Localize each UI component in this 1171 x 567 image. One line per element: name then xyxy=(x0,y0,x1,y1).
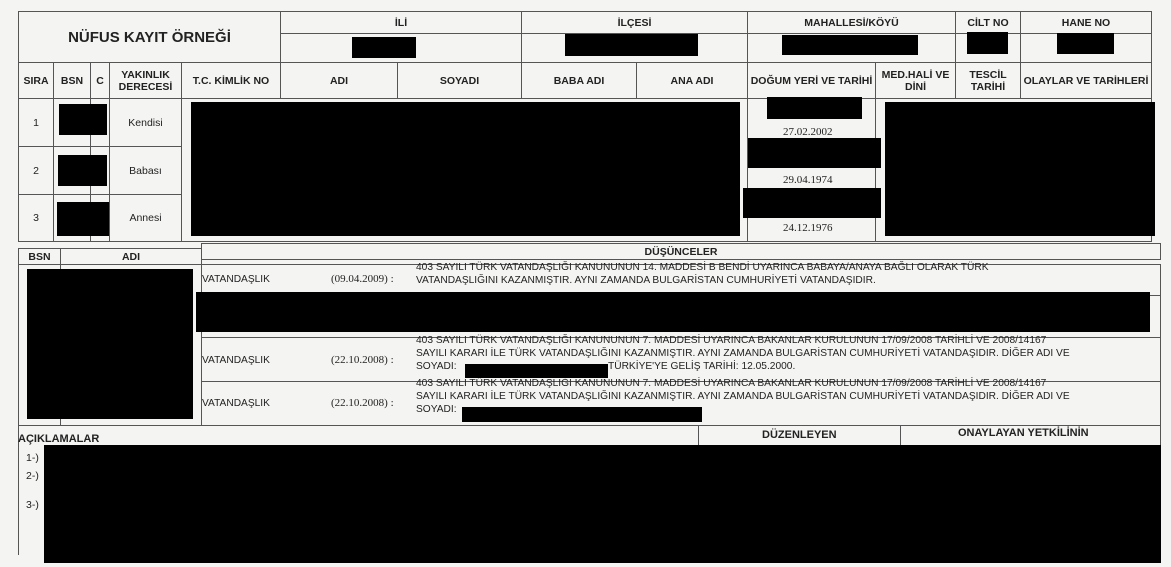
redaction-right-block xyxy=(885,102,1155,236)
col-soyadi xyxy=(397,62,522,99)
note-2-line-2: SAYILI KARARI İLE TÜRK VATANDAŞLIĞINI KAZANMIŞTIR. AYNI ZAMANDA BULGARİSTAN CUMHURİYETİ VATANDAŞIDIR. DİĞER ADI VE xyxy=(416,348,1070,359)
note-3-type: VATANDAŞLIK xyxy=(202,398,270,409)
header-il-label: İLİ xyxy=(394,16,408,29)
col-ana xyxy=(636,62,748,99)
header-hane-label: HANE NO xyxy=(1061,16,1111,29)
col-yakinlik xyxy=(109,62,182,99)
header-cilt xyxy=(955,11,1021,34)
redaction-birthplace-2 xyxy=(748,138,881,168)
header-mahalle-label: MAHALLESİ/KÖYÜ xyxy=(804,16,899,29)
col-sira xyxy=(18,62,54,99)
note-2-type: VATANDAŞLIK xyxy=(202,355,270,366)
note-1-line-2: VATANDAŞLIĞINI KAZANMIŞTIR. AYNI ZAMANDA BULGARİSTAN CUMHURİYETİ VATANDAŞIDIR. xyxy=(416,275,876,286)
row-3-sira xyxy=(18,194,54,242)
col-olaylar-label: OLAYLAR VE TARİHLERİ xyxy=(1023,74,1149,87)
notes-col-bsn-label: BSN xyxy=(28,250,51,263)
row-2-sira-text: 2 xyxy=(33,164,39,177)
row-1-yakinlik xyxy=(109,98,182,147)
note-1-line-1: 403 SAYILI TÜRK VATANDAŞLIĞI KANUNUNUN 14. MADDESİ B BENDİ UYARINCA BABAYA/ANAYA BAĞLI OLARAK TÜRK xyxy=(416,262,989,273)
header-hane xyxy=(1020,11,1152,34)
row-3-birth-date: 24.12.1976 xyxy=(783,222,833,234)
note-2-line-3b: TÜRKİYE'YE GELİŞ TARİHİ: 12.05.2000. xyxy=(608,361,796,372)
col-yakinlik-label: YAKINLIK DERECESİ xyxy=(118,68,173,93)
row-2-sira xyxy=(18,146,54,195)
redaction-persons xyxy=(191,102,740,236)
col-ana-label: ANA ADI xyxy=(670,74,714,87)
note-2-date: (22.10.2008) : xyxy=(331,354,394,366)
col-dogum-label: DOĞUM YERİ VE TARİHİ xyxy=(750,74,873,87)
col-tescil xyxy=(955,62,1021,99)
col-dogum xyxy=(747,62,876,99)
col-adi xyxy=(280,62,398,99)
col-olaylar xyxy=(1020,62,1152,99)
document-title xyxy=(18,11,281,63)
col-baba xyxy=(521,62,637,99)
redaction-ilce xyxy=(565,34,698,56)
footer-item-1: 1-) xyxy=(26,452,39,464)
footer-divider-2 xyxy=(900,425,901,445)
redaction-hane xyxy=(1057,33,1114,54)
redaction-birthplace-3 xyxy=(743,188,881,218)
redaction-bsn-3 xyxy=(57,202,109,236)
header-mahalle xyxy=(747,11,956,34)
redaction-mahalle xyxy=(782,35,918,55)
col-medhali xyxy=(875,62,956,99)
aciklamalar-label: AÇIKLAMALAR xyxy=(18,433,100,445)
row-1-birth-date: 27.02.2002 xyxy=(783,126,833,138)
col-baba-label: BABA ADI xyxy=(553,74,605,87)
redaction-birthplace-1 xyxy=(767,97,862,119)
col-tc xyxy=(181,62,281,99)
col-tc-label: T.C. KİMLİK NO xyxy=(192,74,270,87)
row-3-sira-text: 3 xyxy=(33,212,39,224)
note-3-line-1: 403 SAYILI TÜRK VATANDAŞLIĞI KANUNUNUN 7. MADDESİ UYARINCA BAKANLAR KURULUNUN 17/09/2008 TARİHLİ VE 2008/14167 xyxy=(416,378,1047,389)
note-3-line-3: SOYADI: xyxy=(416,404,457,415)
col-adi-label: ADI xyxy=(329,74,349,87)
note-3-date: (22.10.2008) : xyxy=(331,397,394,409)
header-ilce-label: İLÇESİ xyxy=(617,16,652,29)
title-text: NÜFUS KAYIT ÖRNEĞİ xyxy=(68,28,231,46)
note-2-line-3: SOYADI: xyxy=(416,361,457,372)
col-tescil-label: TESCİL TARİHİ xyxy=(969,68,1007,93)
row-1-sira xyxy=(18,98,54,147)
redaction-bsn-2 xyxy=(58,155,107,186)
redaction-bsn-1 xyxy=(59,104,107,135)
redaction-note-2-name xyxy=(465,364,608,378)
col-medhali-label: MED.HALİ VE DİNİ xyxy=(881,68,950,93)
footer-item-3: 3-) xyxy=(26,499,39,511)
notes-col-adi-label: ADI xyxy=(121,250,141,263)
notes-col-bsn xyxy=(18,248,61,265)
redaction-cilt xyxy=(967,32,1008,54)
col-c-label: C xyxy=(96,74,104,87)
footer-item-2: 2-) xyxy=(26,470,39,482)
note-2-line-1: 403 SAYILI TÜRK VATANDAŞLIĞI KANUNUNUN 7. MADDESİ UYARINCA BAKANLAR KURULUNUN 17/09/2008 TARİHLİ VE 2008/14167 xyxy=(416,335,1047,346)
note-1-type: VATANDAŞLIK xyxy=(202,274,270,285)
redaction-note-3-name xyxy=(462,407,702,422)
header-ilce xyxy=(521,11,748,34)
col-soyadi-label: SOYADI xyxy=(439,74,480,87)
col-c xyxy=(90,62,110,99)
redaction-footer xyxy=(44,445,1161,563)
row-1-sira-text: 1 xyxy=(33,116,39,129)
note-1-date: (09.04.2009) : xyxy=(331,273,394,285)
redaction-il xyxy=(352,37,416,58)
col-bsn xyxy=(53,62,91,99)
header-il xyxy=(280,11,522,34)
row-2-birth-date: 29.04.1974 xyxy=(783,174,833,186)
onaylayan-label: ONAYLAYAN YETKİLİNİN xyxy=(958,427,1089,439)
row-1-yakinlik-text: Kendisi xyxy=(128,116,163,129)
col-sira-label: SIRA xyxy=(23,74,49,87)
note-3-line-2: SAYILI KARARI İLE TÜRK VATANDAŞLIĞINI KAZANMIŞTIR. AYNI ZAMANDA BULGARİSTAN CUMHURİYETİ VATANDAŞIDIR. DİĞER ADI VE xyxy=(416,391,1070,402)
row-3-yakinlik xyxy=(109,194,182,242)
row-3-yakinlik-text: Annesi xyxy=(129,212,162,224)
header-cilt-label: CİLT NO xyxy=(967,16,1009,29)
redaction-notes-names xyxy=(27,269,193,419)
duzenleyen-label: DÜZENLEYEN xyxy=(762,429,837,441)
row-2-yakinlik xyxy=(109,146,182,195)
footer-divider xyxy=(698,425,699,445)
redaction-note-row xyxy=(196,292,1150,332)
col-bsn-label: BSN xyxy=(60,74,84,87)
notes-col-adi xyxy=(60,248,202,265)
row-2-yakinlik-text: Babası xyxy=(129,164,162,177)
notes-col-dusunceler-label: DÜŞÜNCELER xyxy=(644,245,718,258)
notes-col-dusunceler xyxy=(201,243,1161,260)
